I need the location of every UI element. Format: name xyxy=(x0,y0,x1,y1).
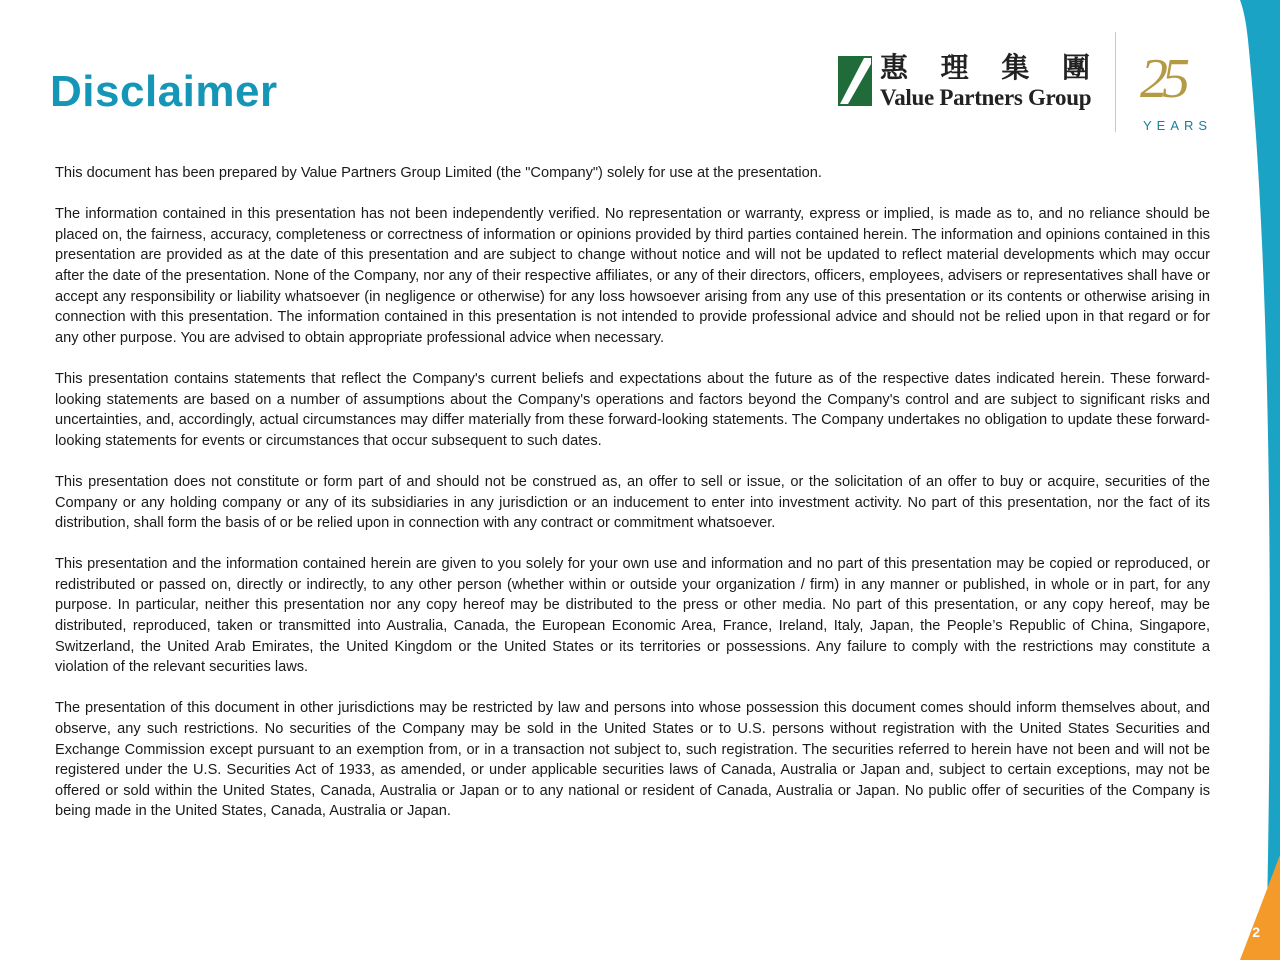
anniversary-badge xyxy=(1138,30,1218,140)
disclaimer-paragraph: This document has been prepared by Value Partners Group Limited (the "Company") solely for use at the presentation. xyxy=(55,165,822,181)
logo-english-name: Value Partners Group xyxy=(880,85,1092,110)
anniversary-label: YEARS xyxy=(1143,118,1213,133)
side-decoration-band xyxy=(1240,0,1280,960)
page-title: Disclaimer xyxy=(50,67,278,116)
disclaimer-paragraph: This presentation and the information contained herein are given to you solely for your own use and information and no part of this presentation may be copied or reproduced, or redistributed or passed on, directly or indirectly, to any other person (whether within or outside your organization / firm) in any manner or published, in whole or in part, for any purpose. In particular, neither this presentation nor any copy hereof may be distributed to the press or other media. No part of this presentation, or any copy hereof, may be distributed, reproduced, taken or transmitted into Australia, Canada, the European Economic Area, France, Ireland, Italy, Japan, the People’s Republic of China, Singapore, Switzerland, the United Arab Emirates, the United Kingdom or the United States or its territories or possessions. Any failure to comply with the restrictions may constitute a violation of the relevant securities laws. xyxy=(55,556,1210,676)
logo-cjk-char: 惠 xyxy=(880,51,909,84)
page-number: 2 xyxy=(1252,924,1260,940)
logo-divider xyxy=(1115,32,1116,132)
logo-mark-icon xyxy=(838,56,872,106)
logo-cjk-char: 集 xyxy=(1001,51,1030,84)
disclaimer-paragraph: This presentation does not constitute or form part of and should not be construed as, an offer to sell or issue, or the solicitation of an offer to buy or acquire, securities of the Company or any holding company or any of its subsidiaries in any jurisdiction or an inducement to enter into investment activity. No part of this presentation, nor the fact of its distribution, shall form the basis of or be relied upon in connection with any contract or commitment whatsoever. xyxy=(55,473,1210,532)
value-partners-logo xyxy=(838,52,1098,112)
disclaimer-paragraph: This presentation contains statements that reflect the Company's current beliefs and expectations about the future as of the respective dates indicated herein. These forward-looking statements are based on a number of assumptions about the Company's operations and factors beyond the Company's control and are subject to significant risks and uncertainties, and, accordingly, actual circumstances may differ materially from these forward-looking statements. The Company undertakes no obligation to update these forward-looking statements for events or circumstances that occur subsequent to such dates. xyxy=(55,370,1210,449)
disclaimer-paragraph: The information contained in this presentation has not been independently verified. No representation or warranty, express or implied, is made as to, and no reliance should be placed on, the fairness, accuracy, completeness or correctness of information or opinions provided by third parties contained herein. The information and opinions contained in this presentation are provided as at the date of this presentation and are subject to change without notice and will not be updated to reflect material developments which may occur after the date of the presentation. None of the Company, nor any of their respective affiliates, or any of their directors, officers, employees, advisers or representatives shall have or accept any responsibility or liability whatsoever (in negligence or otherwise) for any loss howsoever arising from any use of this presentation or its contents or otherwise arising in connection with this presentation. The information contained in this presentation is not intended to provide professional advice and should not be relied upon in that regard or for any other purpose. You are advised to obtain appropriate professional advice when necessary. xyxy=(55,206,1210,346)
disclaimer-body xyxy=(55,163,1210,843)
logo-cjk-char: 理 xyxy=(940,51,969,84)
anniversary-number: 25 xyxy=(1140,48,1184,110)
disclaimer-paragraph: The presentation of this document in other jurisdictions may be restricted by law and persons into whose possession this document comes should inform themselves about, and observe, any such restrictions. No securities of the Company may be sold in the United States or to U.S. persons without registration with the United States Securities and Exchange Commission except pursuant to an exemption from, or in a transaction not subject to, such registration. The securities referred to herein have not been and will not be registered under the U.S. Securities Act of 1933, as amended, or under applicable securities laws of Canada, Australia or Japan and, subject to certain exceptions, may not be offered or sold within the United States, Canada, Australia or Japan or to any national or resident of Canada, Australia or Japan. No public offer of securities of the Company is being made in the United States, Canada, Australia or Japan. xyxy=(55,700,1210,820)
logo-cjk-char: 團 xyxy=(1061,51,1090,84)
logo-chinese-name xyxy=(880,52,1090,84)
teal-curve-band xyxy=(1240,0,1280,960)
orange-corner-triangle xyxy=(1240,855,1280,960)
